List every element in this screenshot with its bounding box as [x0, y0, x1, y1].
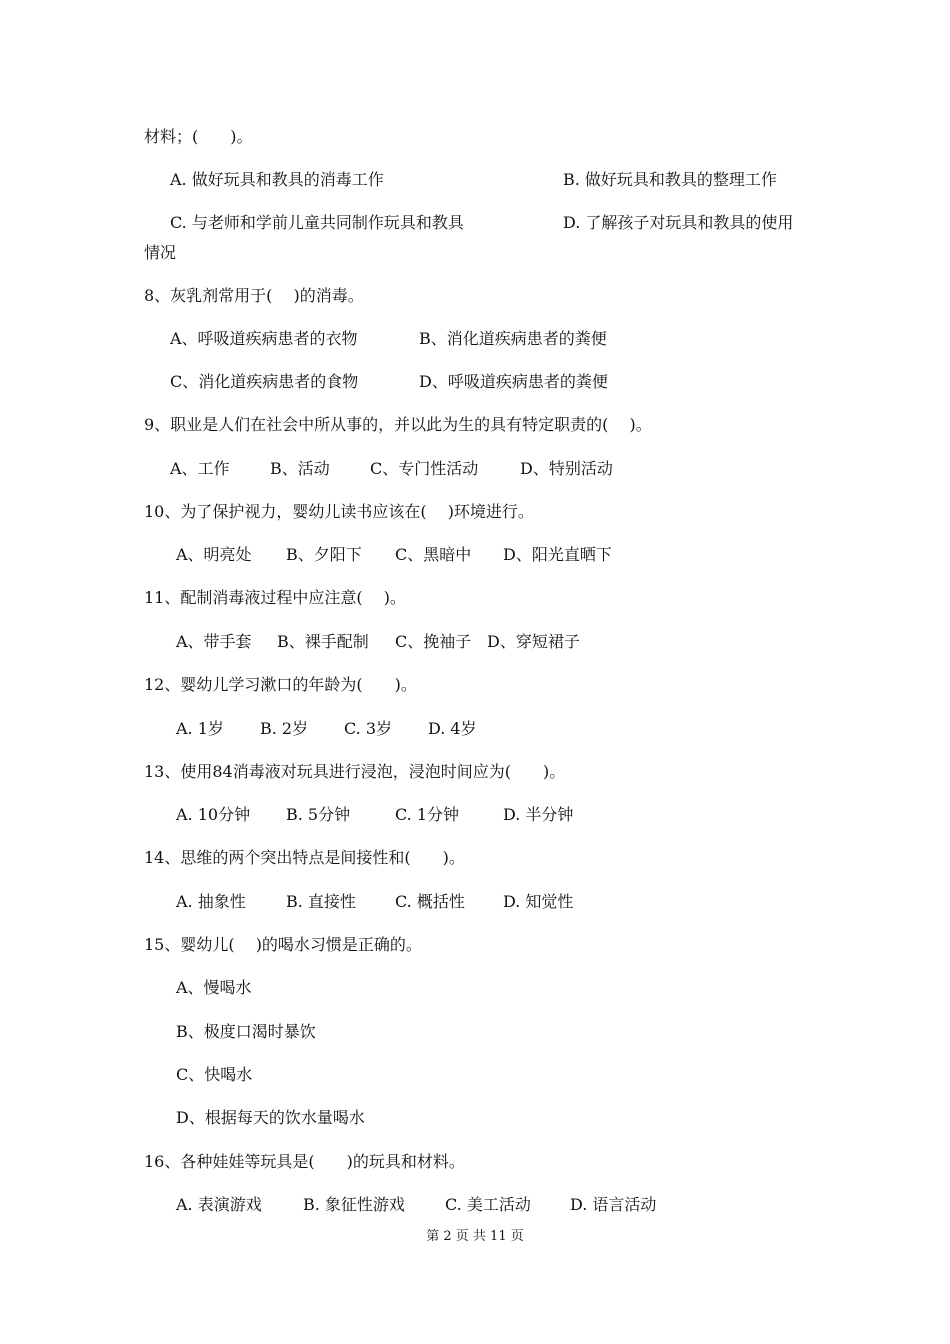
question-11: 11、配制消毒液过程中应注意( )。: [144, 588, 406, 607]
option-d: D、呼吸道疾病患者的粪便: [419, 372, 608, 391]
option-b: B. 做好玩具和教具的整理工作: [563, 170, 777, 189]
option-a: A、呼吸道疾病患者的衣物: [170, 329, 358, 348]
question-12: 12、婴幼儿学习漱口的年龄为( )。: [144, 675, 417, 694]
option-a: A. 表演游戏: [176, 1195, 262, 1214]
option-d: D、阳光直晒下: [503, 545, 612, 564]
option-a: A. 做好玩具和教具的消毒工作: [170, 170, 384, 189]
option-b: B、夕阳下: [286, 545, 362, 564]
option-b: B、消化道疾病患者的粪便: [419, 329, 607, 348]
question-8: 8、灰乳剂常用于( )的消毒。: [144, 286, 364, 305]
option-a: A、带手套: [176, 632, 252, 651]
question-15: 15、婴幼儿( )的喝水习惯是正确的。: [144, 935, 422, 954]
question-13: 13、使用84消毒液对玩具进行浸泡，浸泡时间应为( )。: [144, 762, 566, 781]
option-a: A. 1岁: [176, 719, 224, 738]
option-b: B、极度口渴时暴饮: [176, 1022, 316, 1041]
text-line: 情况: [144, 243, 177, 262]
text-line: 材料；( )。: [144, 127, 253, 146]
option-c: C、挽袖子: [395, 632, 472, 651]
option-d: D、特别活动: [520, 459, 613, 478]
option-b: B. 直接性: [286, 892, 356, 911]
option-c: C、快喝水: [176, 1065, 253, 1084]
option-d: D. 半分钟: [503, 805, 574, 824]
option-b: B. 象征性游戏: [303, 1195, 405, 1214]
option-c: C、消化道疾病患者的食物: [170, 372, 359, 391]
option-c: C、黑暗中: [395, 545, 472, 564]
option-b: B、活动: [270, 459, 330, 478]
option-a: A. 抽象性: [176, 892, 246, 911]
option-d: D、穿短裙子: [487, 632, 580, 651]
question-14: 14、思维的两个突出特点是间接性和( )。: [144, 848, 465, 867]
option-c: C. 概括性: [395, 892, 465, 911]
option-b: B. 5分钟: [286, 805, 351, 824]
option-a: A. 10分钟: [176, 805, 251, 824]
option-d: D. 了解孩子对玩具和教具的使用: [563, 213, 794, 232]
option-c: C、专门性活动: [370, 459, 479, 478]
option-a: A、慢喝水: [176, 978, 252, 997]
question-9: 9、职业是人们在社会中所从事的，并以此为生的具有特定职责的( )。: [144, 415, 652, 434]
option-a: A、明亮处: [176, 545, 252, 564]
option-a: A、工作: [170, 459, 230, 478]
option-c: C. 与老师和学前儿童共同制作玩具和教具: [170, 213, 464, 232]
option-c: C. 美工活动: [445, 1195, 531, 1214]
option-d: D、根据每天的饮水量喝水: [176, 1108, 365, 1127]
option-b: B、裸手配制: [277, 632, 369, 651]
option-d: D. 知觉性: [503, 892, 574, 911]
option-d: D. 语言活动: [570, 1195, 657, 1214]
question-10: 10、为了保护视力，婴幼儿读书应该在( )环境进行。: [144, 502, 534, 521]
question-16: 16、各种娃娃等玩具是( )的玩具和材料。: [144, 1152, 465, 1171]
option-c: C. 1分钟: [395, 805, 460, 824]
page-footer: 第 2 页 共 11 页: [426, 1229, 524, 1244]
option-d: D. 4岁: [428, 719, 477, 738]
option-b: B. 2岁: [260, 719, 309, 738]
option-c: C. 3岁: [344, 719, 393, 738]
